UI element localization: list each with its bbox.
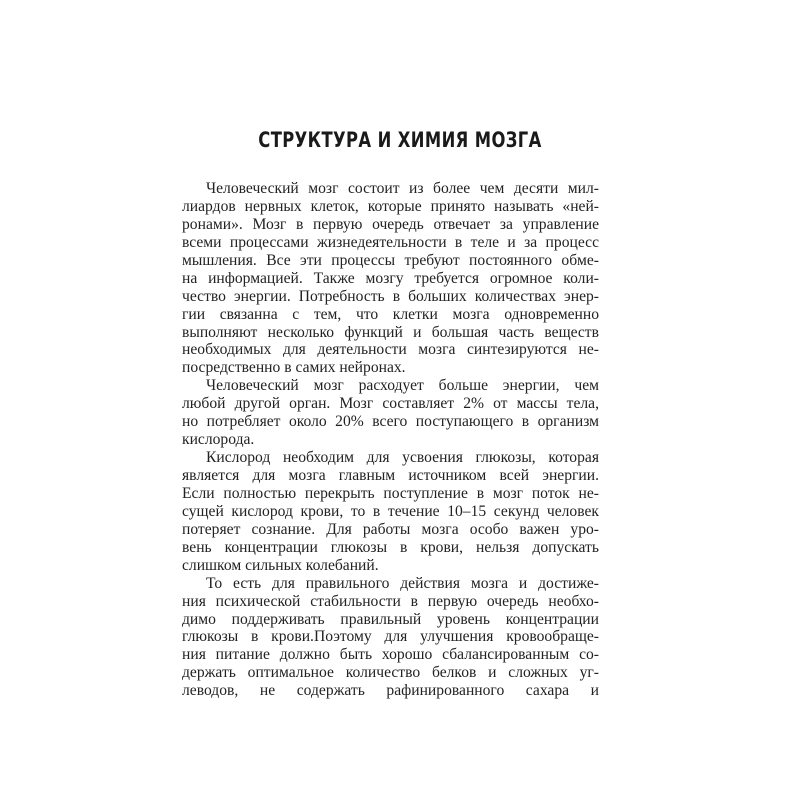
text-line: Если полностью перекрыть поступление в мозг поток не- <box>182 484 599 502</box>
text-line: глюкозы в крови.Поэтому для улучшения кровообраще- <box>182 628 599 646</box>
text-line: леводов, не содержать рафинированного сахара и <box>182 682 599 700</box>
page-title: СТРУКТУРА И ХИМИЯ МОЗГА <box>258 128 542 152</box>
text-line: Человеческий мозг состоит из более чем десяти мил- <box>206 180 599 197</box>
text-line: лиардов нервных клеток, которые принято называть «ней- <box>182 197 599 215</box>
text-line: ронами». Мозг в первую очередь отвечает за управление <box>182 215 599 233</box>
text-line: То есть для правильного действия мозга и достиже- <box>206 574 599 592</box>
text-line: Кислород необходим для усвоения глюкозы, которая <box>206 449 599 467</box>
text-line: держать оптимальное количество белков и сложных уг- <box>182 664 599 682</box>
text-line: любой другой орган. Мозг составляет 2% от массы тела, <box>182 395 599 413</box>
text-line: но потребляет около 20% всего поступающего в организм <box>182 413 599 431</box>
body-text <box>182 180 599 700</box>
text-line: Человеческий мозг расходует больше энергии, чем <box>206 377 599 395</box>
text-line: выполняют несколько функций и большая часть веществ <box>182 323 599 341</box>
text-line: потеряет сознание. Для работы мозга особо важен уро- <box>182 520 599 538</box>
text-line: ния питание должно быть хорошо сбалансированным со- <box>182 646 599 664</box>
text-line: посредственно в самих нейронах. <box>182 359 406 377</box>
text-line: слишком сильных колебаний. <box>182 556 379 574</box>
text-line: мышления. Все эти процессы требуют постоянного обме- <box>182 251 599 269</box>
text-line: является для мозга главным источником всей энергии. <box>182 467 599 484</box>
text-line: ния психической стабильности в первую очередь необхо- <box>182 592 599 610</box>
text-line: сущей кислород крови, то в течение 10–15 секунд человек <box>182 502 599 520</box>
text-line: необходимых для деятельности мозга синтезируются не- <box>182 341 599 359</box>
text-line: кислорода. <box>182 431 255 449</box>
text-line: вень концентрации глюкозы в крови, нельзя допускать <box>182 538 599 556</box>
text-line: димо поддерживать правильный уровень концентрации <box>182 610 599 628</box>
text-line: чество энергии. Потребность в больших количествах энер- <box>182 287 599 305</box>
text-line: гии связанна с тем, что клетки мозга одновременно <box>182 305 599 323</box>
text-line: всеми процессами жизнедеятельности в теле и за процесс <box>182 233 599 251</box>
text-line: на информацией. Также мозгу требуется огромное коли- <box>182 269 599 287</box>
